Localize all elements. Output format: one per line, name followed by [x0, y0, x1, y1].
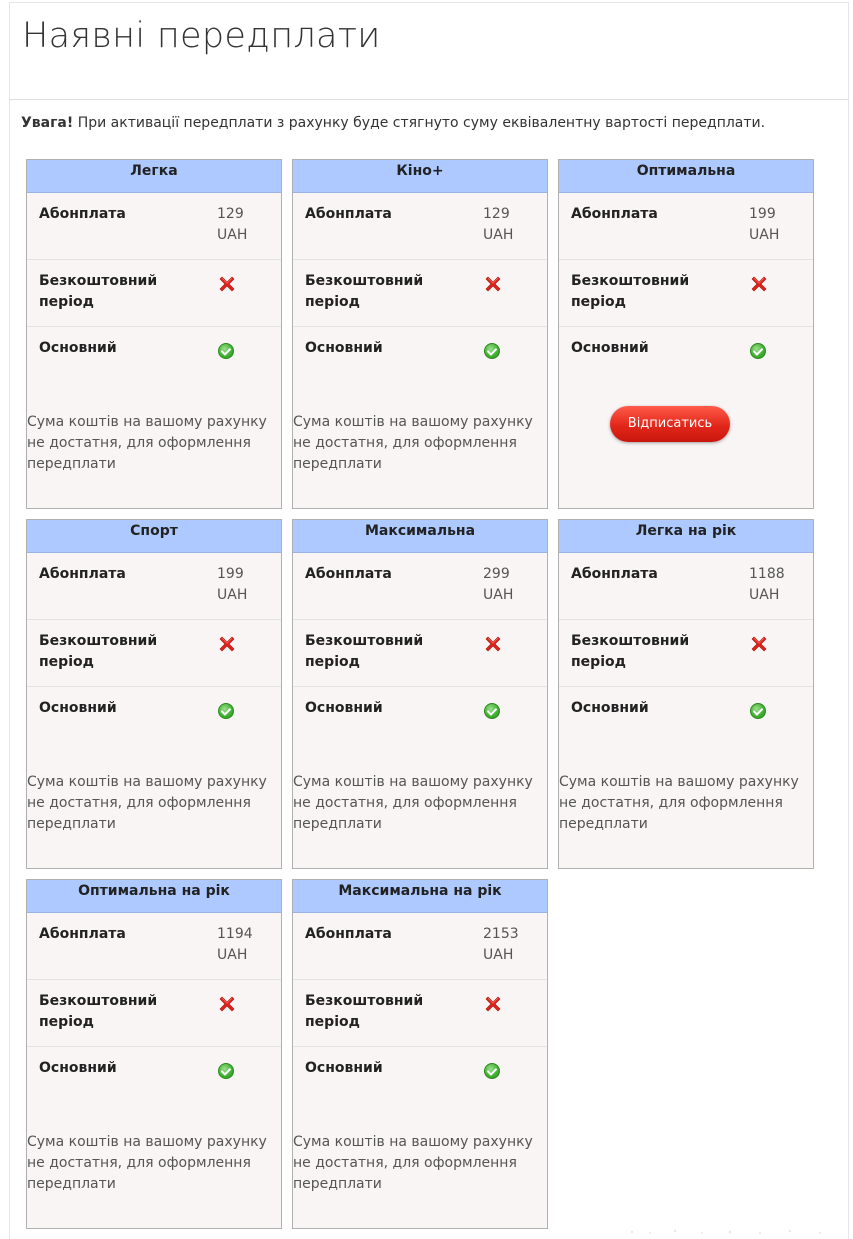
main-row — [559, 687, 813, 754]
fee-label: Абонплата — [39, 566, 126, 582]
warning-notice — [21, 113, 841, 133]
main-row — [27, 687, 281, 754]
plan-card — [558, 519, 814, 869]
check-circle — [484, 703, 500, 719]
insufficient-funds-message: Сума коштів на вашому рахунку не достатня, для оформлення передплати — [559, 774, 799, 832]
fee-label: Абонплата — [571, 566, 658, 582]
fee-label: Абонплата — [305, 566, 392, 582]
plan-name: Максимальна на рік — [293, 880, 547, 913]
green-check-icon — [750, 343, 766, 359]
fee-row — [27, 913, 281, 980]
free-period-label: Безкоштовний період — [39, 273, 158, 310]
free-period-row — [27, 260, 281, 327]
plan-name: Легка — [27, 160, 281, 193]
main-row — [293, 1047, 547, 1114]
red-x-icon — [751, 276, 767, 292]
main-label: Основний — [39, 700, 117, 716]
free-period-row — [27, 620, 281, 687]
plan-card — [292, 879, 548, 1229]
plan-card — [292, 519, 548, 869]
insufficient-funds-message: Сума коштів на вашому рахунку не достатня, для оформлення передплати — [293, 1134, 533, 1192]
main-label: Основний — [305, 1060, 383, 1076]
free-period-label: Безкоштовний період — [305, 633, 424, 670]
green-check-icon — [218, 1063, 234, 1079]
plan-name: Легка на рік — [559, 520, 813, 553]
insufficient-funds-message: Сума коштів на вашому рахунку не достатня, для оформлення передплати — [293, 414, 533, 472]
check-circle — [218, 343, 234, 359]
decorative-dots — [620, 1226, 850, 1236]
main-row — [293, 327, 547, 394]
free-period-label: Безкоштовний період — [571, 273, 690, 310]
main-label: Основний — [305, 700, 383, 716]
free-period-row — [293, 620, 547, 687]
insufficient-funds-message: Сума коштів на вашому рахунку не достатня, для оформлення передплати — [27, 414, 267, 472]
green-check-icon — [750, 703, 766, 719]
fee-label: Абонплата — [305, 206, 392, 222]
fee-label: Абонплата — [39, 926, 126, 942]
check-circle — [484, 1063, 500, 1079]
red-x-icon — [485, 276, 501, 292]
unsubscribe-button[interactable]: Відписатись — [610, 406, 730, 442]
plan-name: Спорт — [27, 520, 281, 553]
plan-name: Оптимальна — [559, 160, 813, 193]
red-x-icon — [219, 636, 235, 652]
free-period-label: Безкоштовний період — [39, 633, 158, 670]
main-label: Основний — [571, 700, 649, 716]
fee-label: Абонплата — [39, 206, 126, 222]
main-label: Основний — [39, 1060, 117, 1076]
fee-row — [27, 193, 281, 260]
page-title: Наявні передплати — [22, 16, 381, 56]
fee-value: 2153 UAH — [483, 926, 519, 963]
check-circle — [218, 1063, 234, 1079]
main-label: Основний — [39, 340, 117, 356]
main-row — [293, 687, 547, 754]
plan-card — [26, 519, 282, 869]
check-circle — [218, 703, 234, 719]
plan-card — [292, 159, 548, 509]
fee-value: 1194 UAH — [217, 926, 253, 963]
insufficient-funds-message: Сума коштів на вашому рахунку не достатня, для оформлення передплати — [27, 1134, 267, 1192]
fee-label: Абонплата — [571, 206, 658, 222]
green-check-icon — [484, 703, 500, 719]
insufficient-funds-message: Сума коштів на вашому рахунку не достатня, для оформлення передплати — [27, 774, 267, 832]
main-row — [27, 327, 281, 394]
free-period-label: Безкоштовний період — [305, 273, 424, 310]
page-header — [9, 2, 849, 100]
fee-label: Абонплата — [305, 926, 392, 942]
check-circle — [750, 703, 766, 719]
warning-text: При активації передплати з рахунку буде стягнуто суму еквівалентну вартості передплати. — [73, 115, 766, 131]
red-x-icon — [751, 636, 767, 652]
free-period-label: Безкоштовний період — [305, 993, 424, 1030]
free-period-row — [559, 260, 813, 327]
plan-card — [558, 159, 814, 509]
fee-value: 129 UAH — [217, 206, 248, 243]
main-row — [27, 1047, 281, 1114]
red-x-icon — [485, 996, 501, 1012]
fee-value: 199 UAH — [749, 206, 780, 243]
green-check-icon — [484, 1063, 500, 1079]
fee-row — [293, 553, 547, 620]
green-check-icon — [218, 343, 234, 359]
fee-row — [559, 553, 813, 620]
free-period-label: Безкоштовний період — [571, 633, 690, 670]
green-check-icon — [218, 703, 234, 719]
fee-row — [559, 193, 813, 260]
plan-card — [26, 159, 282, 509]
fee-row — [27, 553, 281, 620]
main-label: Основний — [305, 340, 383, 356]
check-circle — [750, 343, 766, 359]
fee-value: 199 UAH — [217, 566, 248, 603]
red-x-icon — [219, 996, 235, 1012]
free-period-row — [293, 260, 547, 327]
fee-row — [293, 193, 547, 260]
green-check-icon — [484, 343, 500, 359]
warning-label: Увага! — [21, 115, 74, 131]
free-period-row — [559, 620, 813, 687]
main-row — [559, 327, 813, 394]
free-period-row — [293, 980, 547, 1047]
free-period-row — [27, 980, 281, 1047]
check-circle — [484, 343, 500, 359]
plan-name: Кіно+ — [293, 160, 547, 193]
free-period-label: Безкоштовний період — [39, 993, 158, 1030]
plan-name: Оптимальна на рік — [27, 880, 281, 913]
fee-value: 1188 UAH — [749, 566, 785, 603]
red-x-icon — [485, 636, 501, 652]
plan-card — [26, 879, 282, 1229]
red-x-icon — [219, 276, 235, 292]
main-label: Основний — [571, 340, 649, 356]
plan-name: Максимальна — [293, 520, 547, 553]
fee-row — [293, 913, 547, 980]
fee-value: 299 UAH — [483, 566, 514, 603]
insufficient-funds-message: Сума коштів на вашому рахунку не достатня, для оформлення передплати — [293, 774, 533, 832]
fee-value: 129 UAH — [483, 206, 514, 243]
